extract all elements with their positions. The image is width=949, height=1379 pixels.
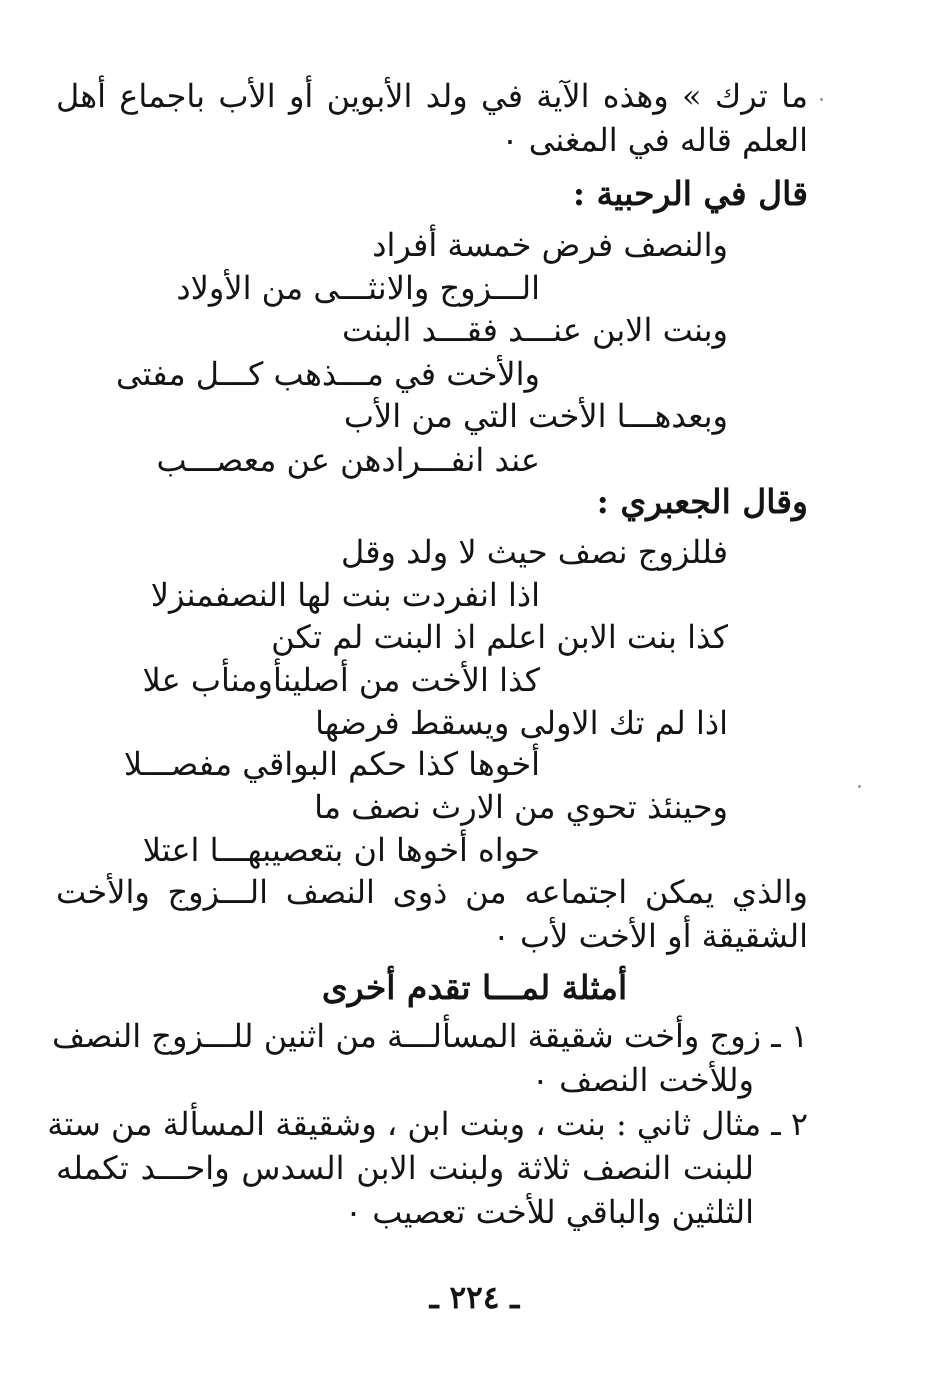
rahbiyya-verse-4: والأخت في مـــذهب كـــل مفتى bbox=[115, 355, 540, 393]
rahbiyya-verse-1: والنصف فرض خمسة أفراد bbox=[372, 226, 728, 264]
scan-speck bbox=[858, 785, 861, 788]
jabari-verse-8: حواه أخوها ان بتعصيبهـــا اعتلا bbox=[142, 831, 540, 869]
jabari-verse-4: كذا الأخت من أصلينأومنأب علا bbox=[142, 661, 540, 699]
jabari-verse-2: اذا انفردت بنت لها النصفمنزلا bbox=[150, 576, 540, 614]
summary-line-1: والذي يمكن اجتماعه من ذوى النصف الـــزوج والأخت bbox=[56, 873, 808, 911]
examples-heading: أمثلة لمـــا تقدم أخرى bbox=[321, 968, 628, 1007]
rahbiyya-verse-6: عند انفـــرادهن عن معصـــب bbox=[156, 441, 540, 479]
page-number: ـ ٢٢٤ ـ bbox=[429, 1280, 520, 1316]
rahbiyya-verse-3: وبنت الابن عنـــد فقـــد البنت bbox=[342, 311, 728, 349]
jabari-verse-1: فللزوج نصف حيث لا ولد وقل bbox=[341, 533, 728, 571]
jabari-verse-6: أخوها كذا حكم البواقي مفصـــلا bbox=[123, 745, 540, 783]
jabari-verse-5: اذا لم تك الاولى ويسقط فرضها bbox=[315, 704, 728, 742]
example-2-line-3: الثلثين والباقي للأخت تعصيب ٠ bbox=[344, 1193, 754, 1231]
example-2-line-2: للبنت النصف ثلاثة ولبنت الابن السدس واحـــد تكمله bbox=[56, 1149, 754, 1187]
rahbiyya-verse-2: الـــزوج والانثـــى من الأولاد bbox=[176, 269, 540, 307]
jabari-heading: وقال الجعبري : bbox=[596, 482, 808, 521]
scan-speck bbox=[820, 98, 823, 101]
summary-line-2: الشقيقة أو الأخت لأب ٠ bbox=[492, 917, 808, 955]
jabari-verse-7: وحينئذ تحوي من الارث نصف ما bbox=[314, 788, 728, 826]
example-2-line-1: ٢ ـ مثال ثاني : بنت ، وبنت ابن ، وشقيقة المسألة من ستة bbox=[47, 1105, 808, 1143]
example-1-line-2: وللأخت النصف ٠ bbox=[531, 1061, 754, 1099]
example-1-line-1: ١ ـ زوج وأخت شقيقة المسألـــة من اثنين للـــزوج النصف bbox=[51, 1017, 808, 1055]
intro-line-1: ما ترك » وهذه الآية في ولد الأبوين أو الأب باجماع أهل bbox=[56, 77, 808, 115]
jabari-verse-3: كذا بنت الابن اعلم اذ البنت لم تكن bbox=[271, 618, 728, 656]
rahbiyya-heading: قال في الرحبية : bbox=[572, 174, 808, 213]
intro-line-2: العلم قاله في المغنى ٠ bbox=[501, 121, 808, 159]
rahbiyya-verse-5: وبعدهـــا الأخت التي من الأب bbox=[343, 397, 728, 435]
